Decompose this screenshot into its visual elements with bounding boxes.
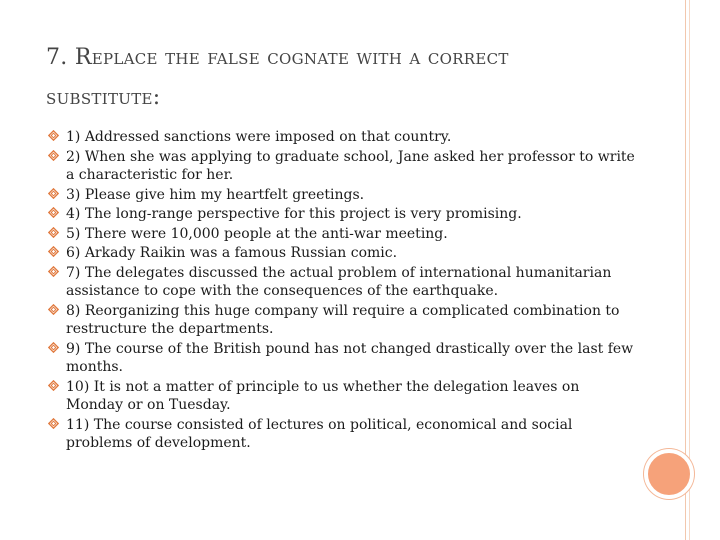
list-item bbox=[48, 244, 638, 263]
list-item-text: 1) Addressed sanctions were imposed on that country. bbox=[66, 129, 452, 145]
list-item bbox=[48, 340, 638, 377]
list-item bbox=[48, 378, 638, 415]
decorative-circle bbox=[644, 449, 694, 499]
slide-title: 7. Replace the false cognate with a correct substitute: bbox=[46, 45, 509, 110]
list-item-text: 3) Please give him my heartfelt greetings. bbox=[66, 186, 365, 203]
list-item bbox=[48, 302, 638, 339]
list-item-text: 8) Reorganizing this huge company will require a complicated combination to restructure the departments. bbox=[66, 302, 620, 337]
hollow-diamond-bullet-icon bbox=[48, 207, 59, 218]
hollow-diamond-bullet-icon bbox=[48, 227, 59, 238]
list-item-text: 10) It is not a matter of principle to us whether the delegation leaves on Monday or on Tuesday. bbox=[66, 378, 580, 413]
list-item-text: 11) The course consisted of lectures on political, economical and social problems of development. bbox=[66, 416, 573, 451]
list-item bbox=[48, 205, 638, 224]
hollow-diamond-bullet-icon bbox=[48, 342, 59, 353]
list-item bbox=[48, 416, 638, 453]
hollow-diamond-bullet-icon bbox=[48, 304, 59, 315]
list-item-text: 4) The long-range perspective for this project is very promising. bbox=[66, 206, 522, 222]
list-item-text: 7) The delegates discussed the actual problem of international humanitarian assistance to cope with the consequences of the earthquake. bbox=[66, 264, 612, 299]
hollow-diamond-bullet-icon bbox=[48, 266, 59, 277]
hollow-diamond-bullet-icon bbox=[48, 418, 59, 429]
hollow-diamond-bullet-icon bbox=[48, 130, 59, 141]
list-item-text: 6) Arkady Raikin was a famous Russian comic. bbox=[66, 245, 398, 261]
list-item bbox=[48, 186, 638, 205]
list-item bbox=[48, 264, 638, 301]
list-item-text: 2) When she was applying to graduate school, Jane asked her professor to write a characteristic for her. bbox=[66, 148, 635, 183]
bullet-list bbox=[48, 128, 638, 454]
hollow-diamond-bullet-icon bbox=[48, 246, 59, 257]
list-item-text: 9) The course of the British pound has not changed drastically over the last few months. bbox=[66, 340, 634, 375]
list-item bbox=[48, 148, 638, 185]
list-item-text: 5) There were 10,000 people at the anti-war meeting. bbox=[66, 225, 448, 242]
list-item bbox=[48, 225, 638, 244]
hollow-diamond-bullet-icon bbox=[48, 188, 59, 199]
hollow-diamond-bullet-icon bbox=[48, 380, 59, 391]
hollow-diamond-bullet-icon bbox=[48, 150, 59, 161]
list-item bbox=[48, 128, 638, 147]
